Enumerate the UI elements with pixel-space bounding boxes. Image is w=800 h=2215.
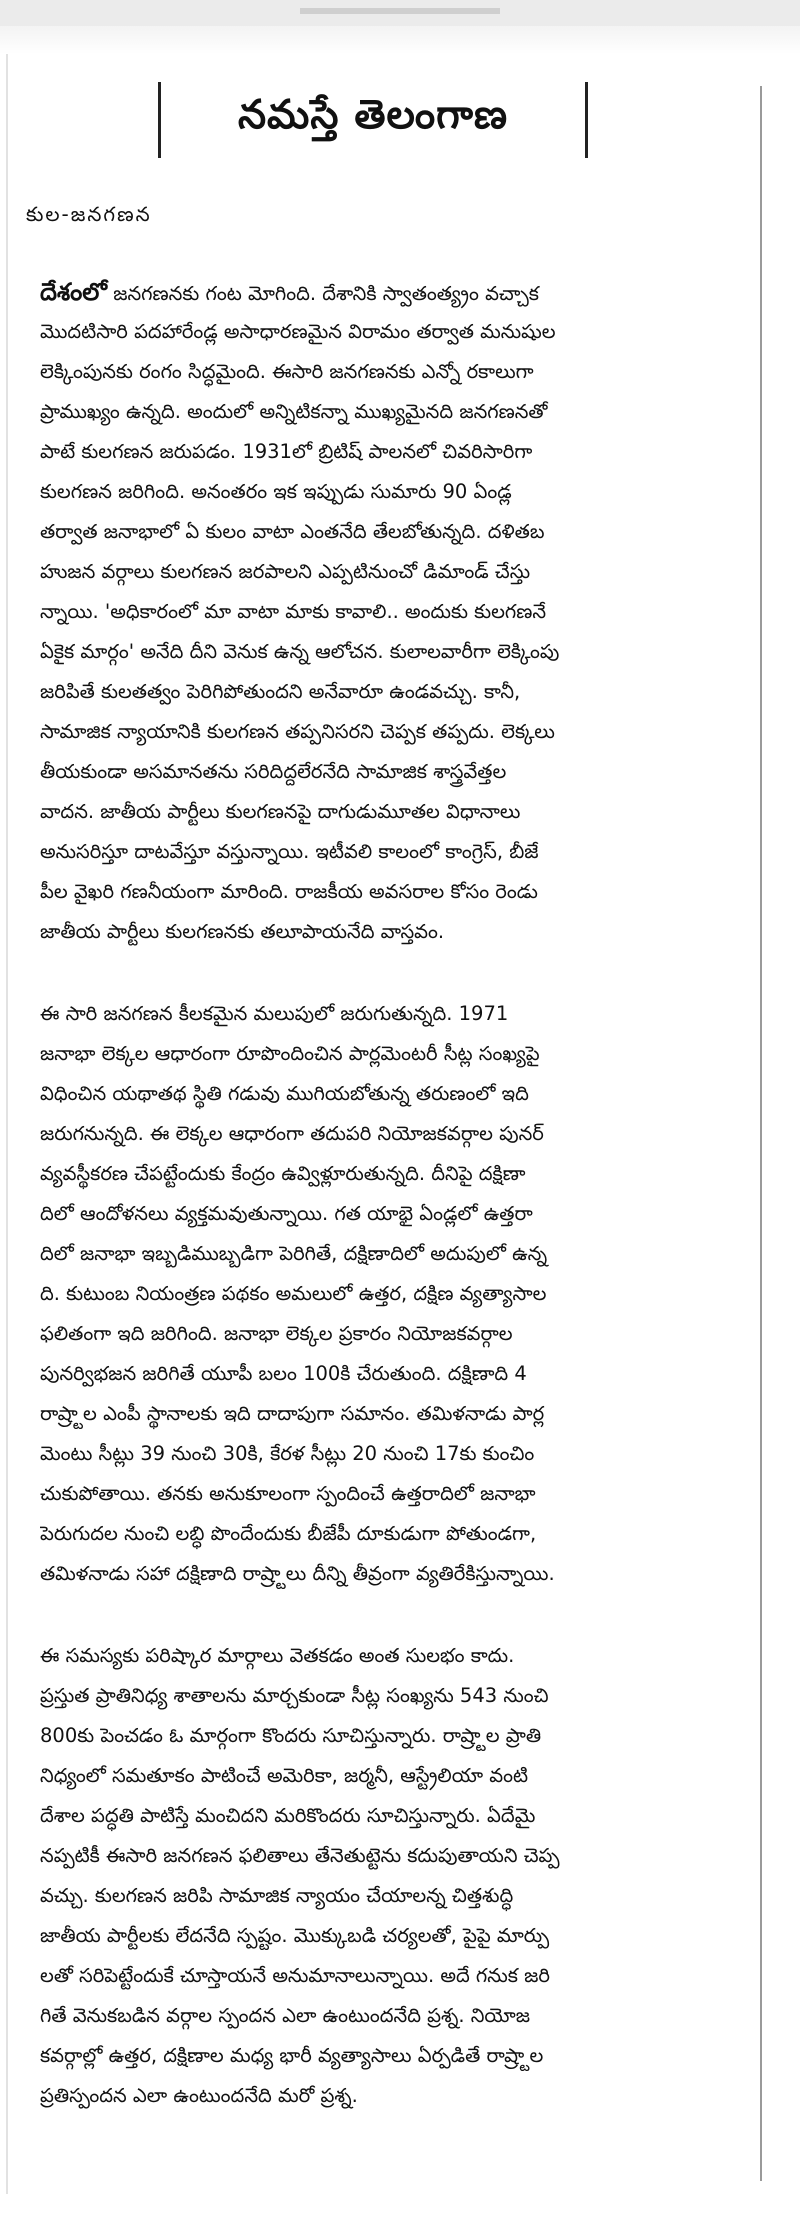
line-text: పునర్విభజన జరిగితే యూపీ బలం 100కి చేరుతుంది. దక్షిణాది 4 xyxy=(40,1362,527,1385)
text-line xyxy=(40,352,738,392)
line-text: ఏకైక మార్గం' అనేది దీని వెనుక ఉన్న ఆలోచన. కులాలవారీగా లెక్కింపు xyxy=(40,640,560,663)
line-text: న్నాయి. 'అధికారంలో మా వాటా మాకు కావాలి.. అందుకు కులగణనే xyxy=(40,600,547,623)
text-line xyxy=(40,994,738,1034)
article-paragraph xyxy=(40,1636,738,2116)
text-line xyxy=(40,1154,738,1194)
text-line xyxy=(40,512,738,552)
text-line xyxy=(40,872,738,912)
article-body xyxy=(40,272,738,2116)
line-text: జాతీయ పార్టీలకు లేదనేది స్పష్టం. మొక్కుబడి చర్యలతో, పైపై మార్పు xyxy=(40,1924,550,1947)
line-text: కులగణన జరిగింది. అనంతరం ఇక ఇప్పుడు సుమారు 90 ఏండ్ల xyxy=(40,480,512,503)
line-text: 800కు పెంచడం ఓ మార్గంగా కొందరు సూచిస్తున్నారు. రాష్ర్టాల ప్రాతి xyxy=(40,1724,542,1747)
line-text: నిధ్యంలో సమతూకం పాటించే అమెరికా, జర్మనీ, ఆస్ట్రేలియా వంటి xyxy=(40,1764,529,1787)
text-line xyxy=(40,1956,738,1996)
line-text: మెంటు సీట్లు 39 నుంచి 30కి, కేరళ సీట్లు 20 నుంచి 17కు కుంచిం xyxy=(40,1442,535,1465)
line-text: ఈ సమస్యకు పరిష్కార మార్గాలు వెతకడం అంత సులభం కాదు. xyxy=(40,1644,515,1667)
line-text: జనగణనకు గంట మోగింది. దేశానికి స్వాతంత్య్రం వచ్చాక xyxy=(107,282,539,305)
line-text: జనాభా లెక్కల ఆధారంగా రూపొందించిన పార్లమెంటరీ సీట్ల సంఖ్యపై xyxy=(40,1042,540,1065)
left-page-edge xyxy=(6,54,8,2194)
text-line xyxy=(40,1876,738,1916)
text-line xyxy=(40,1716,738,1756)
text-line xyxy=(40,552,738,592)
line-text: విధించిన యథాతథ స్థితి గడువు ముగియబోతున్న తరుణంలో ఇది xyxy=(40,1082,529,1105)
text-line xyxy=(40,592,738,632)
line-text: సామాజిక న్యాయానికి కులగణన తప్పనిసరని చెప్పక తప్పదు. లెక్కలు xyxy=(40,720,555,743)
text-line xyxy=(40,632,738,672)
text-line xyxy=(40,1194,738,1234)
text-line xyxy=(40,1474,738,1514)
text-line xyxy=(40,392,738,432)
text-line xyxy=(40,1274,738,1314)
headline: కుల-జనగణన xyxy=(26,202,152,226)
line-text: ఫలితంగా ఇది జరిగింది. జనాభా లెక్కల ప్రకారం నియోజకవర్గాల xyxy=(40,1322,513,1345)
line-text: హుజన వర్గాలు కులగణన జరపాలని ఎప్పటినుంచో డిమాండ్ చేస్తు xyxy=(40,560,531,583)
line-text: వ్యవస్థీకరణ చేపట్టేందుకు కేంద్రం ఉవ్విళ్లూరుతున్నది. దీనిపై దక్షిణా xyxy=(40,1162,526,1185)
text-line xyxy=(40,1074,738,1114)
line-text: వాదన. జాతీయ పార్టీలు కులగణనపై దాగుడుమూతల విధానాలు xyxy=(40,800,521,823)
text-line xyxy=(40,712,738,752)
line-text: దేశాల పద్ధతి పాటిస్తే మంచిదని మరికొందరు సూచిస్తున్నారు. ఏదేమై xyxy=(40,1804,536,1827)
text-line xyxy=(40,912,738,952)
masthead xyxy=(158,82,588,158)
article-paragraph xyxy=(40,272,738,952)
line-text: జాతీయ పార్టీలు కులగణనకు తలూపాయనేది వాస్తవం. xyxy=(40,920,445,943)
line-text: నప్పటికీ ఈసారి జనగణన ఫలితాలు తేనెతుట్టెను కదుపుతాయని చెప్ప xyxy=(40,1844,560,1867)
text-line xyxy=(40,272,738,312)
article-paragraph xyxy=(40,994,738,1594)
column-rule xyxy=(760,86,762,2181)
text-line xyxy=(40,1394,738,1434)
line-text: పీల వైఖరి గణనీయంగా మారింది. రాజకీయ అవసరాల కోసం రెండు xyxy=(40,880,538,903)
text-line xyxy=(40,1514,738,1554)
text-line xyxy=(40,1554,738,1594)
text-line xyxy=(40,2036,738,2076)
line-text: ప్రతిస్పందన ఎలా ఉంటుందనేది మరో ప్రశ్న. xyxy=(40,2084,358,2107)
text-line xyxy=(40,1836,738,1876)
text-line xyxy=(40,1314,738,1354)
text-line xyxy=(40,1034,738,1074)
line-text: అనుసరిస్తూ దాటవేస్తూ వస్తున్నాయి. ఇటీవలి కాలంలో కాంగ్రెస్, బీజే xyxy=(40,840,539,863)
line-text: ప్రాముఖ్యం ఉన్నది. అందులో అన్నిటికన్నా ముఖ్యమైనది జనగణనతో xyxy=(40,400,548,423)
line-text: చుకుపోతాయి. తనకు అనుకూలంగా స్పందించే ఉత్తరాదిలో జనాభా xyxy=(40,1482,536,1505)
text-line xyxy=(40,792,738,832)
line-text: మొదటిసారి పదహారేండ్ల అసాధారణమైన విరామం తర్వాత మనుషుల xyxy=(40,320,556,343)
lead-word: దేశంలో xyxy=(40,278,108,306)
text-line xyxy=(40,2076,738,2116)
text-line xyxy=(40,1996,738,2036)
text-line xyxy=(40,1636,738,1676)
line-text: కవర్గాల్లో ఉత్తర, దక్షిణాల మధ్య భారీ వ్యత్యాసాలు ఏర్పడితే రాష్ర్టాల xyxy=(40,2044,544,2067)
text-line xyxy=(40,672,738,712)
text-line xyxy=(40,1114,738,1154)
page-shadow xyxy=(0,26,800,54)
text-line xyxy=(40,1756,738,1796)
text-line xyxy=(40,752,738,792)
line-text: తమిళనాడు సహా దక్షిణాది రాష్ర్టాలు దీన్ని తీవ్రంగా వ్యతిరేకిస్తున్నాయి. xyxy=(40,1562,555,1585)
line-text: తీయకుండా అసమానతను సరిదిద్దలేరనేది సామాజిక శాస్త్రవేత్తల xyxy=(40,760,507,783)
text-line xyxy=(40,1916,738,1956)
line-text: దిలో ఆందోళనలు వ్యక్తమవుతున్నాయి. గత యాభై ఏండ్లలో ఉత్తరా xyxy=(40,1202,533,1225)
line-text: తర్వాత జనాభాలో ఏ కులం వాటా ఎంతనేది తేలబోతున్నది. దళితబ xyxy=(40,520,545,543)
line-text: లెక్కింపునకు రంగం సిద్ధమైంది. ఈసారి జనగణనకు ఎన్నో రకాలుగా xyxy=(40,360,534,383)
line-text: రాష్ర్టాల ఎంపీ స్థానాలకు ఇది దాదాపుగా సమానం. తమిళనాడు పార్ల xyxy=(40,1402,545,1425)
text-line xyxy=(40,432,738,472)
line-text: పాటే కులగణన జరుపడం. 1931లో బ్రిటిష్ పాలనలో చివరిసారిగా xyxy=(40,440,533,463)
masthead-publication: నమస్తే తెలంగాణ xyxy=(237,92,509,138)
line-text: జరుగనున్నది. ఈ లెక్కల ఆధారంగా తదుపరి నియోజకవర్గాల పునర్ xyxy=(40,1122,544,1145)
line-text: ది. కుటుంబ నియంత్రణ పథకం అమలులో ఉత్తర, దక్షిణ వ్యత్యాసాల xyxy=(40,1282,547,1305)
line-text: లతో సరిపెట్టేందుకే చూస్తాయనే అనుమానాలున్నాయి. అదే గనుక జరి xyxy=(40,1964,550,1987)
line-text: వచ్చు. కులగణన జరిపి సామాజిక న్యాయం చేయాలన్న చిత్తశుద్ధి xyxy=(40,1884,514,1907)
text-line xyxy=(40,472,738,512)
browser-top-strip xyxy=(0,0,800,27)
text-line xyxy=(40,1676,738,1716)
text-line xyxy=(40,1434,738,1474)
line-text: ప్రస్తుత ప్రాతినిధ్య శాతాలను మార్చకుండా సీట్ల సంఖ్యను 543 నుంచి xyxy=(40,1684,549,1707)
top-strip-mark xyxy=(300,8,500,14)
text-line xyxy=(40,1354,738,1394)
text-line xyxy=(40,1234,738,1274)
text-line xyxy=(40,1796,738,1836)
text-line xyxy=(40,312,738,352)
line-text: ఈ సారి జనగణన కీలకమైన మలుపులో జరుగుతున్నది. 1971 xyxy=(40,1002,509,1025)
line-text: పెరుగుదల నుంచి లబ్ధి పొందేందుకు బీజేపీ దూకుడుగా పోతుండగా, xyxy=(40,1522,537,1545)
line-text: దిలో జనాభా ఇబ్బడిముబ్బడిగా పెరిగితే, దక్షిణాదిలో అదుపులో ఉన్న xyxy=(40,1242,548,1265)
line-text: గితే వెనుకబడిన వర్గాల స్పందన ఎలా ఉంటుందనేది ప్రశ్న. నియోజ xyxy=(40,2004,530,2027)
line-text: జరిపితే కులతత్వం పెరిగిపోతుందని అనేవారూ ఉండవచ్చు. కానీ, xyxy=(40,680,521,703)
text-line xyxy=(40,832,738,872)
